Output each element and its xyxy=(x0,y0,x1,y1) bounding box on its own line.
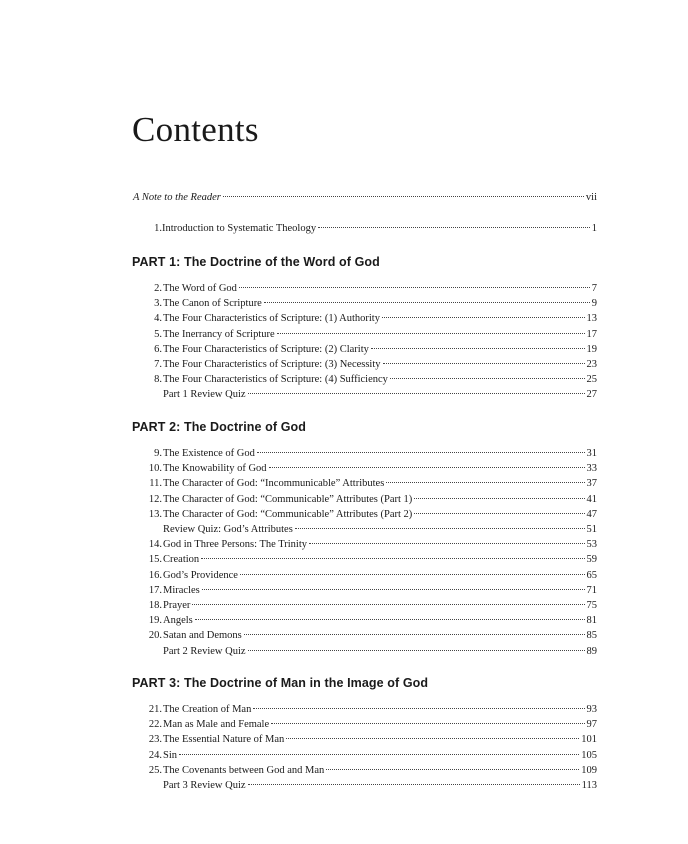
toc-entry[interactable] xyxy=(132,372,597,387)
toc-entry-page: 31 xyxy=(586,448,597,459)
toc-entry-label: Prayer xyxy=(163,600,191,611)
toc-entry[interactable] xyxy=(132,748,597,763)
toc-entry-page: 113 xyxy=(581,780,597,791)
dot-leader xyxy=(195,618,585,620)
toc-entry-number: 20. xyxy=(148,630,162,642)
toc-entry-number: 24. xyxy=(148,749,162,761)
toc-entry[interactable] xyxy=(132,342,597,357)
toc-entry-number: 8. xyxy=(154,374,162,386)
toc-entry[interactable] xyxy=(132,732,597,747)
dot-leader xyxy=(264,301,590,303)
toc-entry-label: Sin xyxy=(163,749,178,761)
dot-leader xyxy=(286,737,579,739)
toc-entry[interactable] xyxy=(132,628,597,643)
toc-entry-label: The Word of God xyxy=(163,283,237,294)
toc-entry[interactable] xyxy=(132,598,597,613)
toc-entry-page: 85 xyxy=(586,630,597,642)
toc-entry-label: Part 3 Review Quiz xyxy=(163,780,246,791)
toc-entry-label: The Four Characteristics of Scripture: (2) Clarity xyxy=(163,343,369,355)
toc-entry[interactable] xyxy=(132,613,597,628)
toc-entry[interactable] xyxy=(132,717,597,732)
part-2-heading[interactable]: PART 2: The Doctrine of God xyxy=(132,420,306,434)
toc-entry[interactable] xyxy=(132,357,597,372)
dot-leader xyxy=(271,722,584,724)
toc-entry-number: 16. xyxy=(148,569,162,581)
toc-entry-number: 18. xyxy=(148,600,162,611)
dot-leader xyxy=(257,451,585,453)
toc-entry[interactable] xyxy=(132,778,597,793)
toc-entry-label: The Four Characteristics of Scripture: (4) Sufficiency xyxy=(163,374,388,386)
toc-entry-label: The Essential Nature of Man xyxy=(163,734,285,746)
toc-entry-page: 17 xyxy=(586,328,597,340)
toc-entry[interactable] xyxy=(132,296,597,311)
part-3-heading[interactable]: PART 3: The Doctrine of Man in the Image of God xyxy=(132,676,429,690)
toc-entry-1[interactable] xyxy=(132,221,597,236)
dot-leader xyxy=(192,603,584,605)
toc-entry-page: 59 xyxy=(586,554,597,566)
dot-leader xyxy=(414,512,584,514)
dot-leader xyxy=(390,377,585,379)
toc-entry-page: 25 xyxy=(586,374,597,386)
toc-entry-number: 3. xyxy=(154,298,162,310)
toc-entry-label: The Four Characteristics of Scripture: (1) Authority xyxy=(163,313,380,325)
dot-leader xyxy=(295,527,585,529)
dot-leader xyxy=(326,768,579,770)
toc-entry-label: God in Three Persons: The Trinity xyxy=(163,539,307,551)
dot-leader xyxy=(309,542,585,544)
toc-entry-label: Angels xyxy=(163,615,193,627)
toc-entry-label: Miracles xyxy=(163,584,200,596)
toc-entry-label: The Character of God: “Communicable” Attributes (Part 1) xyxy=(163,493,413,505)
toc-entry-label: The Character of God: “Incommunicable” Attributes xyxy=(163,478,385,490)
toc-entry-page: 7 xyxy=(591,283,597,294)
toc-entry[interactable] xyxy=(132,702,597,717)
toc-entry-number: 4. xyxy=(154,313,162,325)
toc-entry-label: Review Quiz: God’s Attributes xyxy=(163,524,293,535)
dot-leader xyxy=(239,286,590,288)
toc-entry[interactable] xyxy=(132,492,597,507)
dot-leader xyxy=(382,316,585,318)
toc-entry-number: 6. xyxy=(154,343,162,355)
toc-entry-number: 2. xyxy=(154,283,162,294)
dot-leader xyxy=(179,753,579,755)
toc-entry-number: 1. xyxy=(154,223,162,234)
toc-entry-page: 101 xyxy=(581,734,597,746)
toc-entry-number: 12. xyxy=(148,493,162,505)
toc-entry-number: 19. xyxy=(148,615,162,627)
toc-entry-page: 93 xyxy=(586,704,597,715)
toc-entry-label: Satan and Demons xyxy=(163,630,242,642)
dot-leader xyxy=(244,633,585,635)
toc-entry[interactable] xyxy=(132,568,597,583)
toc-entry-page: 1 xyxy=(591,223,597,234)
toc-entry-number: 25. xyxy=(148,764,162,776)
toc-entry[interactable] xyxy=(132,552,597,567)
toc-entry-label: A Note to the Reader xyxy=(133,192,221,203)
toc-entry-page: 41 xyxy=(586,493,597,505)
dot-leader xyxy=(201,557,584,559)
toc-entry-page: 97 xyxy=(586,719,597,731)
toc-entry-page: 71 xyxy=(586,584,597,596)
toc-entry-label: Part 2 Review Quiz xyxy=(163,645,246,657)
toc-entry-label: The Existence of God xyxy=(163,448,255,459)
toc-entry-number: 10. xyxy=(148,463,162,475)
toc-entry-number: 22. xyxy=(148,719,162,731)
dot-leader xyxy=(248,649,585,651)
toc-entry[interactable] xyxy=(132,763,597,778)
toc-entry-page: 65 xyxy=(586,569,597,581)
toc-entry-label: The Character of God: “Communicable” Attributes (Part 2) xyxy=(163,508,413,520)
dot-leader xyxy=(371,347,585,349)
toc-entry-page: 13 xyxy=(586,313,597,325)
dot-leader xyxy=(223,195,584,197)
toc-entry-label: Introduction to Systematic Theology xyxy=(162,223,317,234)
toc-entry-note-to-reader[interactable] xyxy=(132,190,597,205)
toc-entry[interactable] xyxy=(132,583,597,598)
toc-entry-label: The Creation of Man xyxy=(163,704,252,715)
toc-entry-label: Man as Male and Female xyxy=(163,719,270,731)
page-title: Contents xyxy=(132,110,259,149)
toc-entry-number: 23. xyxy=(148,734,162,746)
toc-entry-label: God’s Providence xyxy=(163,569,238,581)
toc-entry-page: 105 xyxy=(581,749,597,761)
toc-entry-label: The Covenants between God and Man xyxy=(163,764,325,776)
toc-entry-label: The Inerrancy of Scripture xyxy=(163,328,275,340)
toc-entry-number: 13. xyxy=(148,508,162,520)
toc-entry-label: The Knowability of God xyxy=(163,463,267,475)
dot-leader xyxy=(240,573,585,575)
toc-entry-page: 47 xyxy=(586,508,597,520)
toc-entry[interactable] xyxy=(132,537,597,552)
toc-entry-label: The Canon of Scripture xyxy=(163,298,262,310)
toc-entry[interactable] xyxy=(132,327,597,342)
dot-leader xyxy=(386,481,584,483)
toc-entry[interactable] xyxy=(132,311,597,326)
toc-entry[interactable] xyxy=(132,461,597,476)
toc-entry-number: 15. xyxy=(148,554,162,566)
toc-entry-number: 17. xyxy=(148,584,162,596)
toc-entry[interactable] xyxy=(132,281,597,296)
toc-entry-label: The Four Characteristics of Scripture: (3) Necessity xyxy=(163,359,381,370)
toc-entry-page: 75 xyxy=(586,600,597,611)
part-1-heading[interactable]: PART 1: The Doctrine of the Word of God xyxy=(132,255,380,269)
dot-leader xyxy=(269,466,585,468)
toc-entry[interactable] xyxy=(132,522,597,537)
toc-entry-label: Creation xyxy=(163,554,200,566)
toc-entry-label: Part 1 Review Quiz xyxy=(163,389,246,401)
toc-entry-number: 7. xyxy=(154,359,162,370)
toc-entry-page: 109 xyxy=(581,764,597,776)
toc-entry-page: 19 xyxy=(586,343,597,355)
toc-entry-number: 9. xyxy=(154,448,162,459)
dot-leader xyxy=(202,588,585,590)
toc-entry-page: 9 xyxy=(591,298,597,310)
dot-leader xyxy=(414,497,584,499)
toc-entry-page: vii xyxy=(585,192,597,203)
toc-entry[interactable] xyxy=(132,644,597,659)
toc-entry[interactable] xyxy=(132,387,597,402)
toc-entry-page: 37 xyxy=(586,478,597,490)
toc-entry-number: 5. xyxy=(154,328,162,340)
toc-entry-page: 81 xyxy=(586,615,597,627)
toc-entry-page: 51 xyxy=(586,524,597,535)
dot-leader xyxy=(248,392,585,394)
dot-leader xyxy=(383,362,585,364)
toc-entry-page: 23 xyxy=(586,359,597,370)
toc-entry-number: 11. xyxy=(149,478,162,490)
dot-leader xyxy=(277,332,585,334)
toc-entry[interactable] xyxy=(132,446,597,461)
toc-entry-number: 21. xyxy=(148,704,162,715)
dot-leader xyxy=(248,783,580,785)
dot-leader xyxy=(253,707,584,709)
toc-entry[interactable] xyxy=(132,507,597,522)
toc-entry[interactable] xyxy=(132,476,597,491)
toc-entry-page: 53 xyxy=(586,539,597,551)
toc-entry-page: 33 xyxy=(586,463,597,475)
toc-entry-page: 27 xyxy=(586,389,597,401)
toc-entry-page: 89 xyxy=(586,645,597,657)
toc-entry-number: 14. xyxy=(148,539,162,551)
dot-leader xyxy=(318,226,590,228)
